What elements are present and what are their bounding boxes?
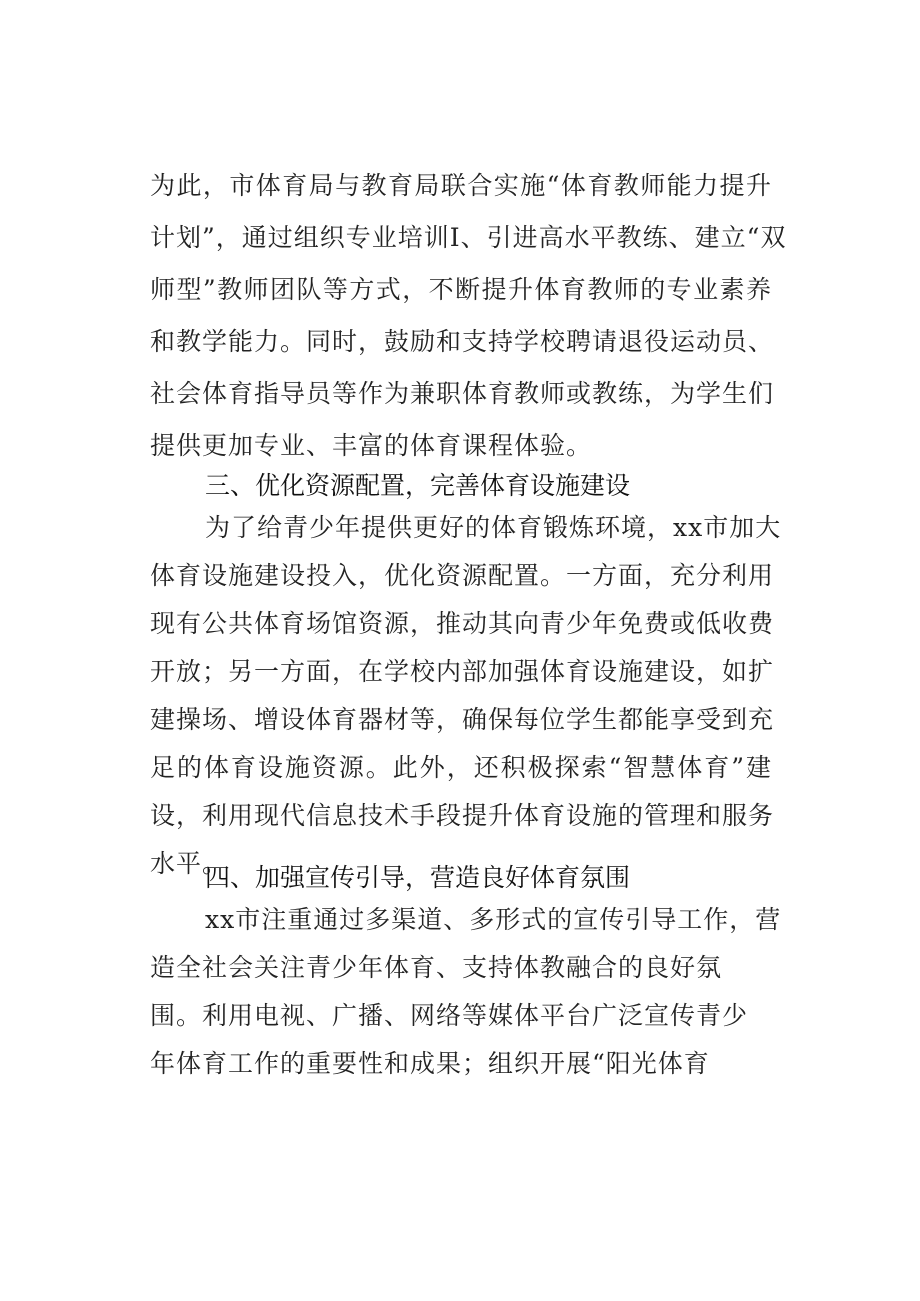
paragraph-line: 设，利用现代信息技术手段提升体育设施的管理和服务 [150, 801, 775, 830]
paragraph-line: 造全社会关注青少年体育、支持体教融合的良好氛 [150, 953, 723, 982]
paragraph-line: 师型”教师团队等方式，不断提升体育教师的专业素养 [150, 275, 772, 304]
paragraph-line: 和教学能力。同时，鼓励和支持学校聘请退役运动员、 [150, 327, 775, 356]
paragraph-line: 开放；另一方面，在学校内部加强体育设施建设，如扩 [150, 657, 775, 686]
section-heading: 四、加强宣传引导，营造良好体育氛围 [205, 863, 631, 892]
paragraph-line: 体育设施建设投入，优化资源配置。一方面，充分利用 [150, 561, 775, 590]
paragraph-line: 为了给青少年提供更好的体育锻炼环境，xx市加大 [205, 513, 782, 542]
paragraph-line: 水平。 [150, 849, 229, 878]
paragraph-line: 计划”，通过组织专业培训I、引进高水平教练、建立“双 [150, 223, 787, 252]
paragraph-line: 社会体育指导员等作为兼职体育教师或教练，为学生们 [150, 379, 775, 408]
paragraph-line: 围。利用电视、广播、网络等媒体平台广泛宣传青少 [150, 1001, 749, 1030]
paragraph-line: 现有公共体育场馆资源，推动其向青少年免费或低收费 [150, 609, 775, 638]
paragraph-line: 足的体育设施资源。此外，还积极探索“智慧体育”建 [150, 753, 772, 782]
section-heading: 三、优化资源配置，完善体育设施建设 [205, 471, 631, 500]
paragraph-line: 提供更加专业、丰富的体育课程体验。 [150, 431, 593, 460]
paragraph-line: xx市注重通过多渠道、多形式的宣传引导工作，营 [205, 905, 782, 934]
paragraph-line: 为此，市体育局与教育局联合实施“体育教师能力提升 [150, 171, 772, 200]
paragraph-line: 年体育工作的重要性和成果；组织开展“阳光体育 [150, 1049, 710, 1078]
paragraph-line: 建操场、增设体育器材等，确保每位学生都能享受到充 [150, 705, 775, 734]
